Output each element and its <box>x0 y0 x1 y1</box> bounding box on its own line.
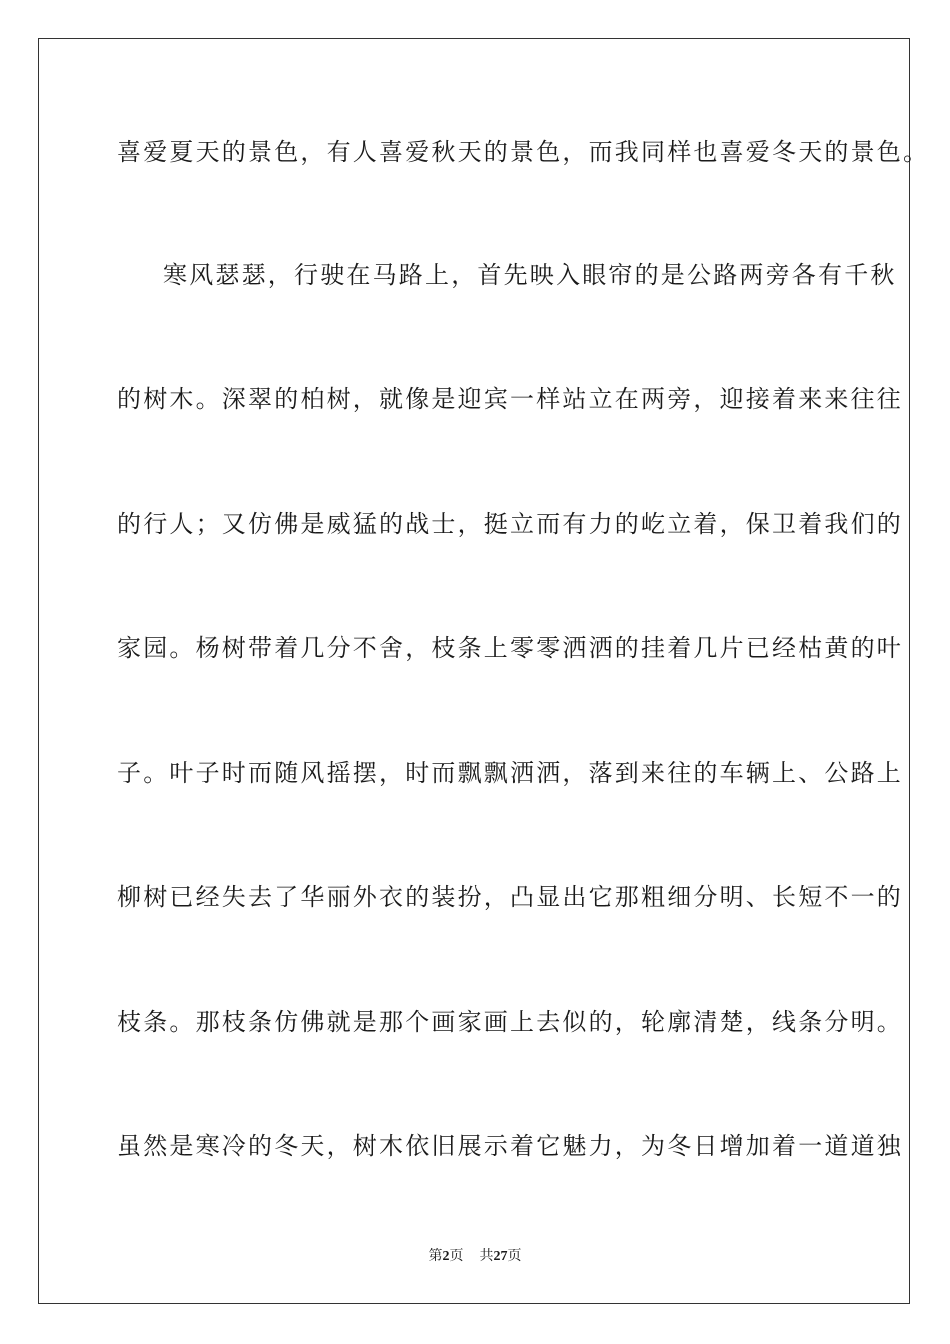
paragraph-line: 寒风瑟瑟，行驶在马路上，首先映入眼帘的是公路两旁各有千秋 <box>163 261 897 289</box>
paragraph-line: 柳树已经失去了华丽外衣的装扮，凸显出它那粗细分明、长短不一的 <box>117 883 903 911</box>
page-prefix: 第 <box>428 1248 443 1264</box>
paragraph-line: 子。叶子时而随风摇摆，时而飘飘洒洒，落到来往的车辆上、公路上 <box>117 759 903 787</box>
page-suffix: 页 <box>449 1248 464 1264</box>
paragraph-line: 家园。杨树带着几分不舍，枝条上零零洒洒的挂着几片已经枯黄的叶 <box>117 634 903 662</box>
paragraph-line: 虽然是寒冷的冬天，树木依旧展示着它魅力，为冬日增加着一道道独 <box>117 1132 903 1160</box>
paragraph-line: 喜爱夏天的景色，有人喜爱秋天的景色，而我同样也喜爱冬天的景色。 <box>117 138 930 166</box>
paragraph-line: 的树木。深翠的柏树，就像是迎宾一样站立在两旁，迎接着来来往往 <box>117 385 903 413</box>
page-footer <box>0 1247 950 1266</box>
page-number: 2 <box>442 1249 450 1264</box>
page-border <box>38 38 930 1304</box>
total-pages: 27 <box>493 1249 508 1264</box>
total-prefix: 共 <box>479 1248 494 1264</box>
paragraph-line: 的行人；又仿佛是威猛的战士，挺立而有力的屹立着，保卫着我们的 <box>117 510 903 538</box>
paragraph-line: 枝条。那枝条仿佛就是那个画家画上去似的，轮廓清楚，线条分明。 <box>117 1008 903 1036</box>
total-suffix: 页 <box>507 1248 522 1264</box>
